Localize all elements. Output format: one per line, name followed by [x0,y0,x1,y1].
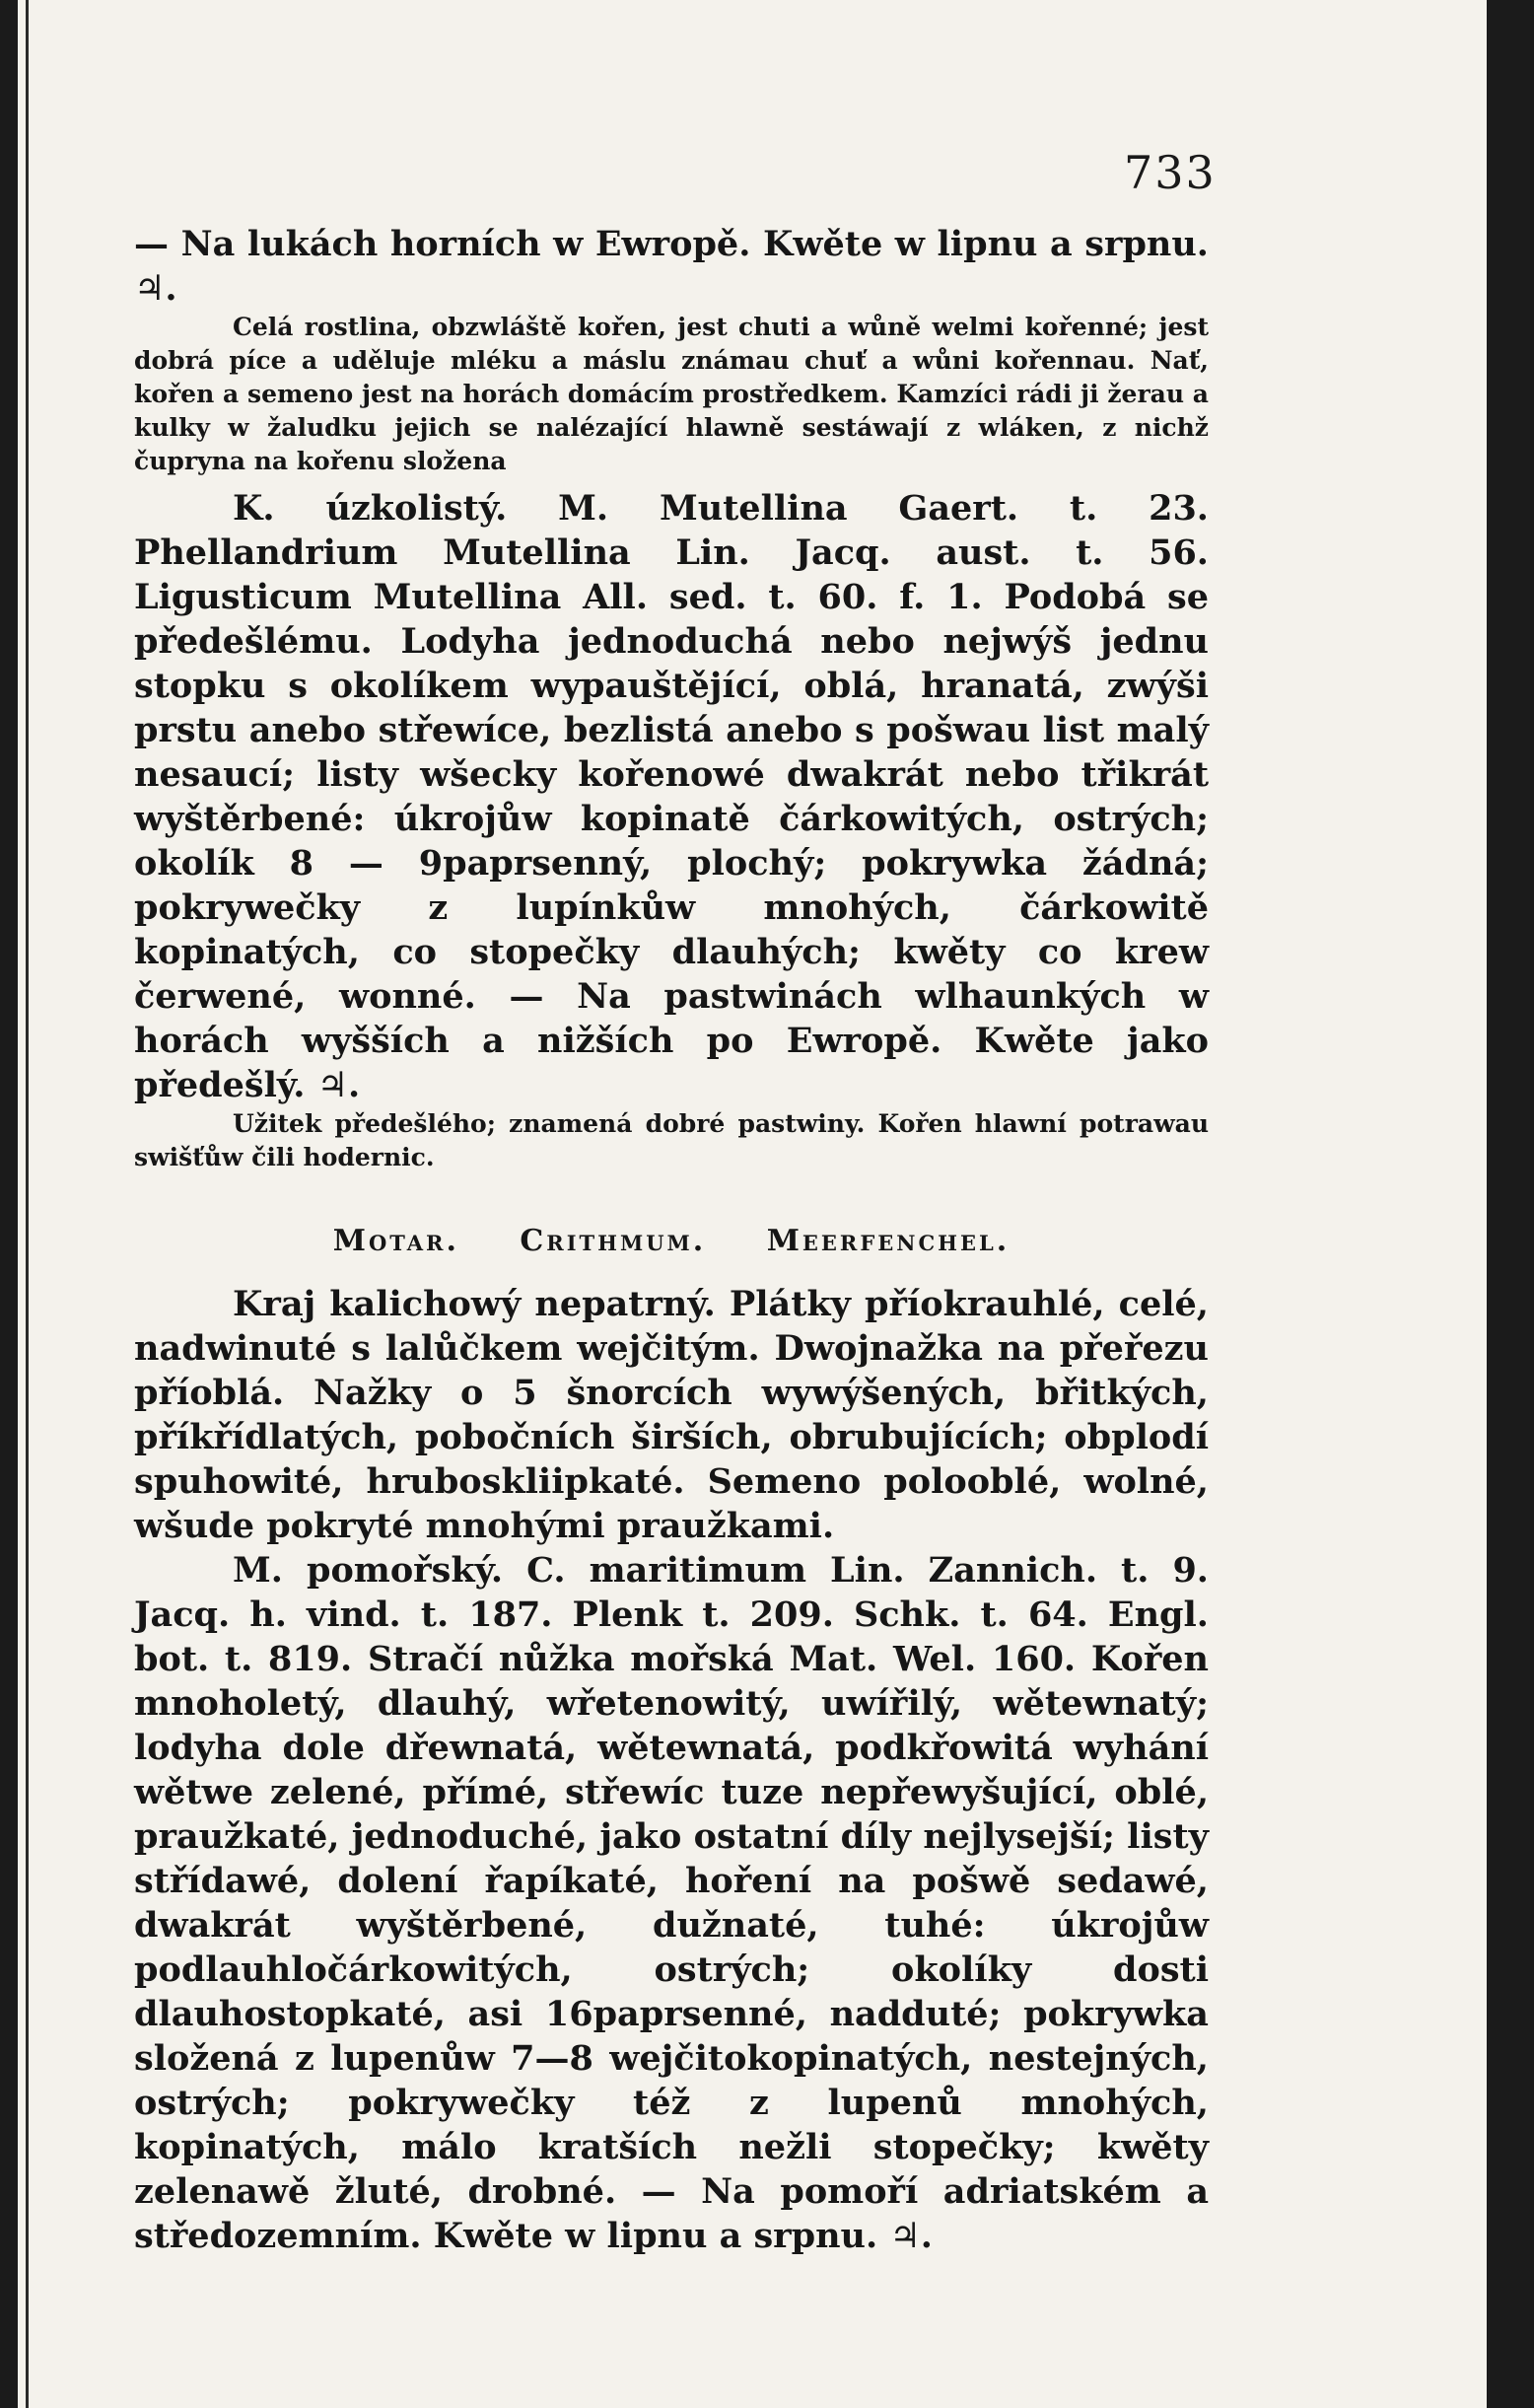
species-paragraph-1: K. úzkolistý. M. Mutellina Gaert. t. 23. Phellandrium Mutellina Lin. Jacq. aust. t. 56. Ligusticum Mutellina All. sed. t. 60. f. 1. Podobá se předešlému. Lodyha jednoduchá nebo nejwýš jednu stopku s okolíkem wypauštějící, oblá, hranatá, zwýši prstu anebo střewíce, bezlistá anebo s pošwau list malý nesaucí; listy wšecky kořenowé dwakrát nebo třikrát wyštěrbené: úkrojůw kopinatě čárkowitých, ostrých; okolík 8 — 9paprsenný, plochý; pokrywka žádná; pokrywečky z lupínkůw mnohých, čárkowitě kopinatých, co stopečky dlauhých; kwěty co krew čerwené, wonné. — Na pastwinách wlhaunkých w horách wyšších a nižších po Ewropě. Kwěte jako předešlý. ♃. [134,488,1209,1105]
page-edge [26,0,29,2408]
page-number: 733 [1124,146,1217,199]
genus-description: Kraj kalichowý nepatrný. Plátky příokrauhlé, celé, nadwinuté s lalůčkem wejčitým. Dwojnažka na přeřezu příoblá. Nažky o 5 šnorcích wywýšených, břitkých, příkřídlatých, pobočních širších, obrubujících; obplodí spuhowité, hruboskliipkaté. Semeno polooblé, wolné, wšude pokryté mnohými praužkami. [134,1284,1209,1546]
heading-latin: Crithmum. [520,1224,707,1258]
note-paragraph-2: Užitek předešlého; znamená dobré pastwiny. Kořen hlawní potrawau swišťůw čili hodernic. [134,1109,1209,1171]
genus-heading [134,1224,1209,1258]
paragraph-1: — Na lukách horních w Ewropě. Kwěte w lipnu a srpnu. ♃. [134,224,1209,309]
heading-german: Meerfenchel. [766,1224,1011,1258]
heading-czech: Motar. [332,1224,459,1258]
note-paragraph-1: Celá rostlina, obzwláště kořen, jest chuti a wůně welmi kořenné; jest dobrá píce a uděluje mléku a máslu známau chuť a wůni kořennau. Nať, kořen a semeno jest na horách domácím prostředkem. Kamzíci rádi ji žerau a kulky w žaludku jejich se nalézající hlawně sestáwají z wláken, z nichž čupryna na kořenu složena [134,313,1209,475]
page-text [134,222,1209,2258]
book-page [18,0,1487,2408]
species-paragraph-2: M. pomořský. C. maritimum Lin. Zannich. t. 9. Jacq. h. vind. t. 187. Plenk t. 209. Schk. t. 64. Engl. bot. t. 819. Stračí nůžka mořská Mat. Wel. 160. Kořen mnoholetý, dlauhý, wřetenowitý, uwířilý, wětewnatý; lodyha dole dřewnatá, wětewnatá, podkřowitá wyhání wětwe zelené, přímé, střewíc tuze nepřewyšující, oblé, praužkaté, jednoduché, jako ostatní díly nejlysejší; listy střídawé, dolení řapíkaté, hoření na pošwě sedawé, dwakrát wyštěrbené, dužnaté, tuhé: úkrojůw podlauhločárkowitých, ostrých; okolíky dosti dlauhostopkaté, asi 16paprsenné, nadduté; pokrywka složená z lupenůw 7—8 wejčitokopinatých, nestejných, ostrých; pokrywečky též z lupenů mnohých, kopinatých, málo kratších nežli stopečky; kwěty zelenawě žluté, drobné. — Na pomoří adriatském a středozemním. Kwěte w lipnu a srpnu. ♃. [134,1550,1209,2256]
